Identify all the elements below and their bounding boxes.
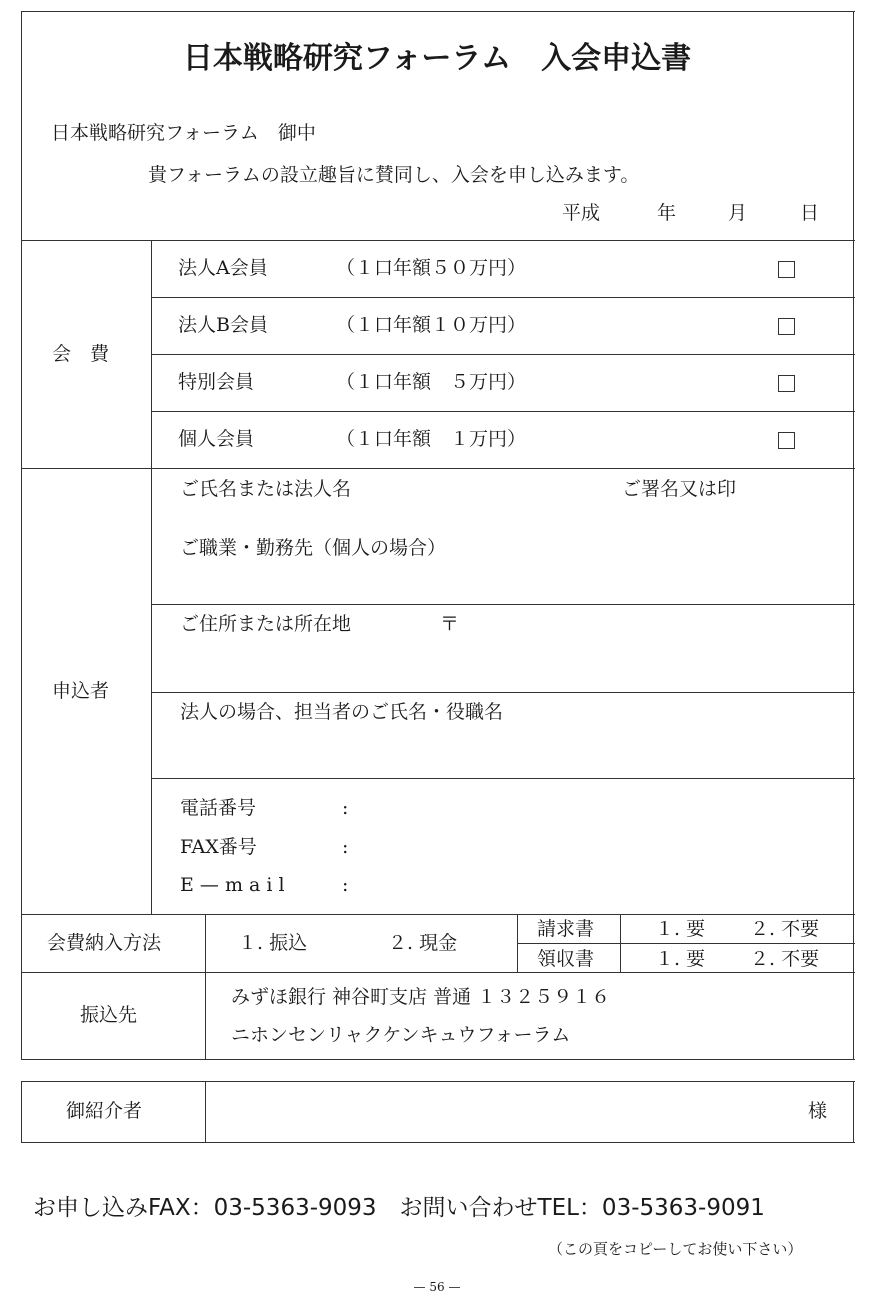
date-month: 月 bbox=[728, 202, 748, 224]
account-name: ニホンセンリャクケンキュウフォーラム bbox=[231, 1024, 571, 1046]
form-title: 日本戦略研究フォーラム 入会申込書 bbox=[182, 41, 692, 76]
fee-name: 法人A会員 bbox=[178, 257, 268, 279]
bank-details: みずほ銀行 神谷町支店 普通 １３２５９１６ bbox=[231, 986, 611, 1008]
fee-amount: （１口年額１０万円） bbox=[336, 314, 527, 336]
fee-checkbox-corporate-b[interactable] bbox=[778, 318, 795, 335]
fax-label: FAX番号 bbox=[180, 836, 257, 858]
fee-amount: （１口年額５０万円） bbox=[336, 257, 527, 279]
invoice-need: １. 要 bbox=[655, 918, 706, 940]
fees-label: 会 費 bbox=[52, 343, 110, 365]
signature-field-label: ご署名又は印 bbox=[622, 478, 737, 500]
date-day: 日 bbox=[800, 202, 820, 224]
payment-method-label: 会費納入方法 bbox=[47, 932, 162, 954]
fee-name: 法人B会員 bbox=[178, 314, 268, 336]
postal-mark: 〒 bbox=[440, 613, 460, 635]
transfer-label: 振込先 bbox=[80, 1004, 138, 1026]
fax-colon: : bbox=[342, 836, 349, 858]
receipt-need: １. 要 bbox=[655, 948, 706, 970]
fee-checkbox-corporate-a[interactable] bbox=[778, 261, 795, 278]
fee-amount: （１口年額 ５万円） bbox=[336, 371, 527, 393]
payment-option-cash: ２. 現金 bbox=[388, 932, 458, 954]
phone-label: 電話番号 bbox=[180, 797, 257, 819]
page-number: — 56 — bbox=[413, 1280, 461, 1294]
invoice-label: 請求書 bbox=[537, 918, 595, 940]
fee-name: 個人会員 bbox=[178, 428, 255, 450]
invoice-not-need: ２. 不要 bbox=[750, 918, 820, 940]
phone-colon: : bbox=[342, 797, 349, 819]
name-field-label: ご氏名または法人名 bbox=[180, 478, 352, 500]
referrer-label: 御紹介者 bbox=[66, 1100, 143, 1122]
email-colon: : bbox=[342, 874, 349, 896]
fee-checkbox-individual[interactable] bbox=[778, 432, 795, 449]
referrer-suffix: 様 bbox=[808, 1100, 828, 1122]
statement: 貴フォーラムの設立趣旨に賛同し、入会を申し込みます。 bbox=[148, 164, 640, 186]
receipt-not-need: ２. 不要 bbox=[750, 948, 820, 970]
payment-option-transfer: １. 振込 bbox=[238, 932, 308, 954]
fee-name: 特別会員 bbox=[178, 371, 255, 393]
contact-numbers: お申し込みFAX：03-5363-9093 お問い合わせTEL：03-5363-9091 bbox=[33, 1195, 765, 1221]
address-field-label: ご住所または所在地 bbox=[180, 613, 352, 635]
fee-checkbox-special[interactable] bbox=[778, 375, 795, 392]
receipt-label: 領収書 bbox=[537, 948, 595, 970]
contact-person-label: 法人の場合、担当者のご氏名・役職名 bbox=[180, 701, 504, 723]
addressee: 日本戦略研究フォーラム 御中 bbox=[51, 122, 316, 144]
date-era: 平成 bbox=[562, 202, 601, 224]
date-year: 年 bbox=[657, 202, 677, 224]
email-label: E — m a i l bbox=[180, 874, 285, 896]
applicant-label: 申込者 bbox=[52, 680, 110, 702]
fee-amount: （１口年額 １万円） bbox=[336, 428, 527, 450]
occupation-field-label: ご職業・勤務先（個人の場合） bbox=[180, 537, 447, 559]
copy-note: （この頁をコピーしてお使い下さい） bbox=[548, 1240, 803, 1258]
